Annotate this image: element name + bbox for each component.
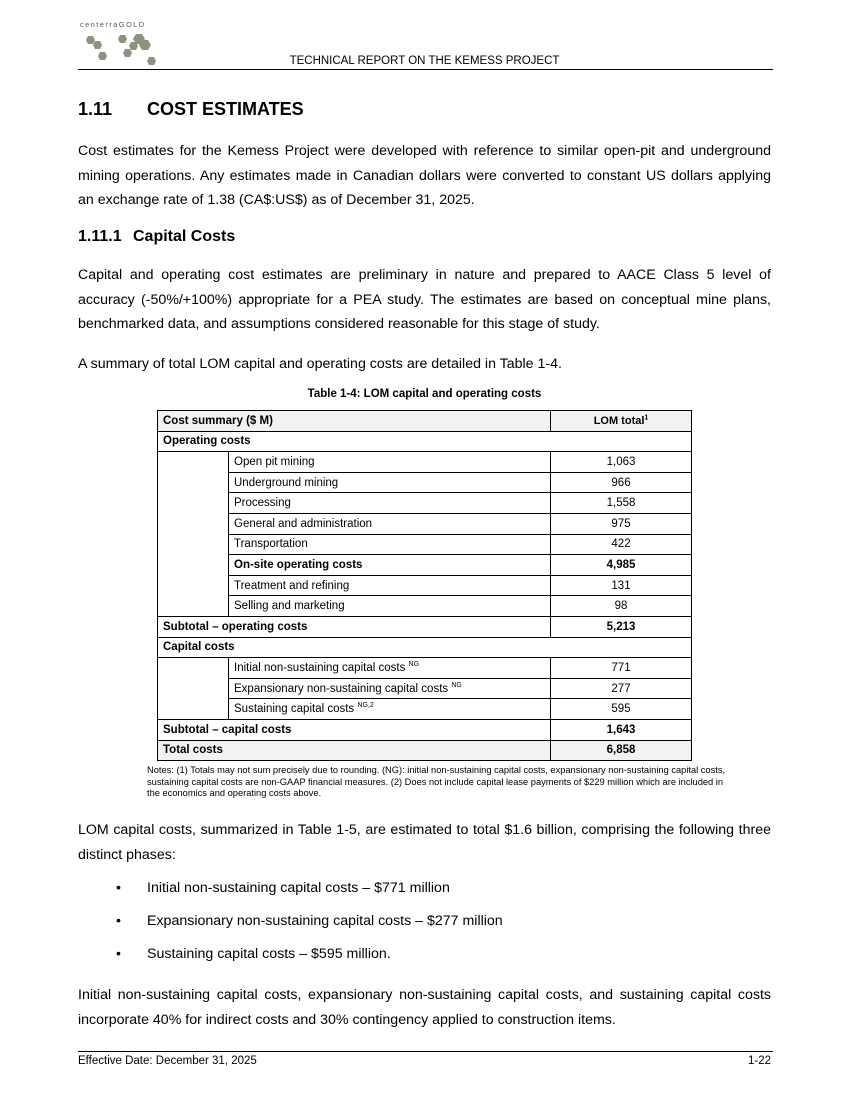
lom-capital-paragraph: LOM capital costs, summarized in Table 1-5, are estimated to total $1.6 billion, comprising the following three distinct phases: (78, 822, 771, 863)
row-value: 966 (551, 472, 692, 493)
row-label (229, 658, 551, 679)
table-reference-paragraph: A summary of total LOM capital and operating costs are detailed in Table 1-4. (78, 356, 562, 372)
table-row (158, 678, 692, 699)
bullet-icon: • (116, 946, 121, 962)
lom-total-label: LOM total (593, 414, 645, 427)
list-item-text: Expansionary non-sustaining capital costs – $277 million (147, 913, 503, 929)
row-label-text: Expansionary non-sustaining capital costs (234, 682, 449, 695)
table-row-subtotal-capital (158, 719, 692, 740)
section-number: 1.11 (78, 99, 113, 119)
cost-summary-table (157, 410, 692, 761)
section-title: COST ESTIMATES (147, 99, 304, 119)
table-row-subtotal-operating (158, 616, 692, 637)
section-label-operating: Operating costs (158, 431, 692, 452)
row-label: Open pit mining (229, 452, 551, 473)
column-header-cost-summary: Cost summary ($ M) (158, 411, 551, 432)
bullet-icon: • (116, 913, 121, 929)
row-label (229, 678, 551, 699)
closing-paragraph: Initial non-sustaining capital costs, expansionary non-sustaining capital costs, and sustaining capital costs incorporate 40% for indirect costs and 30% contingency applied to construction items. (78, 987, 771, 1028)
subsection-number: 1.11.1 (78, 228, 122, 245)
column-header-lom-total (551, 411, 692, 432)
subsection-title: Capital Costs (133, 228, 236, 245)
row-label: Subtotal – capital costs (158, 719, 551, 740)
list-item-text: Initial non-sustaining capital costs – $771 million (147, 880, 450, 896)
list-item (78, 942, 503, 975)
row-value: 771 (551, 658, 692, 679)
row-value: 6,858 (551, 740, 692, 761)
row-label: Processing (229, 493, 551, 514)
table-row-onsite-subtotal (158, 555, 692, 576)
table-row (158, 699, 692, 720)
row-value: 131 (551, 575, 692, 596)
accuracy-paragraph: Capital and operating cost estimates are preliminary in nature and prepared to AACE Class 5 level of accuracy (-50%/+100%) appropriate for a PEA study. The estimates are based on conceptual mine plans, benchmarked data, and assumptions considered reasonable for this stage of study. (78, 267, 771, 332)
row-value: 1,558 (551, 493, 692, 514)
section-row-capital (158, 637, 692, 658)
row-label-text: Initial non-sustaining capital costs (234, 661, 406, 674)
intro-paragraph: Cost estimates for the Kemess Project were developed with reference to similar open-pit and underground mining operations. Any estimates made in Canadian dollars were converted to constant US dollars applying an exchange rate of 1.38 (CA$:US$) as of December 31, 2025. (78, 143, 771, 208)
table-row-total (158, 740, 692, 761)
list-item (78, 876, 503, 909)
table-row (158, 658, 692, 679)
row-label: Total costs (158, 740, 551, 761)
row-label: Treatment and refining (229, 575, 551, 596)
page-number: 1-22 (747, 1055, 771, 1067)
table-row (158, 596, 692, 617)
report-header-title: TECHNICAL REPORT ON THE KEMESS PROJECT (289, 55, 560, 67)
table-row (158, 575, 692, 596)
ng-marker: NG (408, 661, 420, 669)
row-label: Underground mining (229, 472, 551, 493)
table-row (158, 534, 692, 555)
subsection-heading (78, 228, 235, 246)
row-label: General and administration (229, 513, 551, 534)
table-row (158, 452, 692, 473)
section-row-operating (158, 431, 692, 452)
ng-marker: NG,2 (357, 702, 374, 710)
row-value: 422 (551, 534, 692, 555)
section-label-capital: Capital costs (158, 637, 692, 658)
footnote-marker: 1 (644, 414, 649, 422)
row-label-text: Sustaining capital costs (234, 703, 355, 716)
row-label (229, 699, 551, 720)
row-label: On-site operating costs (229, 555, 551, 576)
phase-list (78, 876, 503, 975)
section-heading (78, 99, 304, 120)
row-value: 1,063 (551, 452, 692, 473)
indent-spacer (158, 452, 229, 617)
table-row (158, 493, 692, 514)
row-value: 1,643 (551, 719, 692, 740)
bullet-icon: • (116, 880, 121, 896)
ng-marker: NG (451, 681, 462, 689)
table-header-row (158, 411, 692, 432)
row-label: Selling and marketing (229, 596, 551, 617)
table-caption: Table 1-4: LOM capital and operating costs (307, 388, 542, 400)
row-value: 595 (551, 699, 692, 720)
logo-text: centerraGOLD (80, 20, 146, 29)
table-notes: Notes: (1) Totals may not sum precisely due to rounding. (NG): initial non-sustaining capital costs, expansionary non-sustaining capital costs, sustaining capital costs are non-GAAP financial measures. (2) Does not include capital lease payments of $229 million which are included in the economics and operating costs above. (147, 765, 726, 798)
row-label: Subtotal – operating costs (158, 616, 551, 637)
footer-divider (78, 1051, 773, 1052)
row-value: 5,213 (551, 616, 692, 637)
row-value: 975 (551, 513, 692, 534)
list-item-text: Sustaining capital costs – $595 million. (147, 946, 391, 962)
row-label: Transportation (229, 534, 551, 555)
header-divider (78, 69, 773, 70)
row-value: 98 (551, 596, 692, 617)
indent-spacer (158, 658, 229, 720)
effective-date: Effective Date: December 31, 2025 (78, 1055, 257, 1067)
table-row (158, 513, 692, 534)
list-item (78, 909, 503, 942)
row-value: 277 (551, 678, 692, 699)
row-value: 4,985 (551, 555, 692, 576)
table-row (158, 472, 692, 493)
